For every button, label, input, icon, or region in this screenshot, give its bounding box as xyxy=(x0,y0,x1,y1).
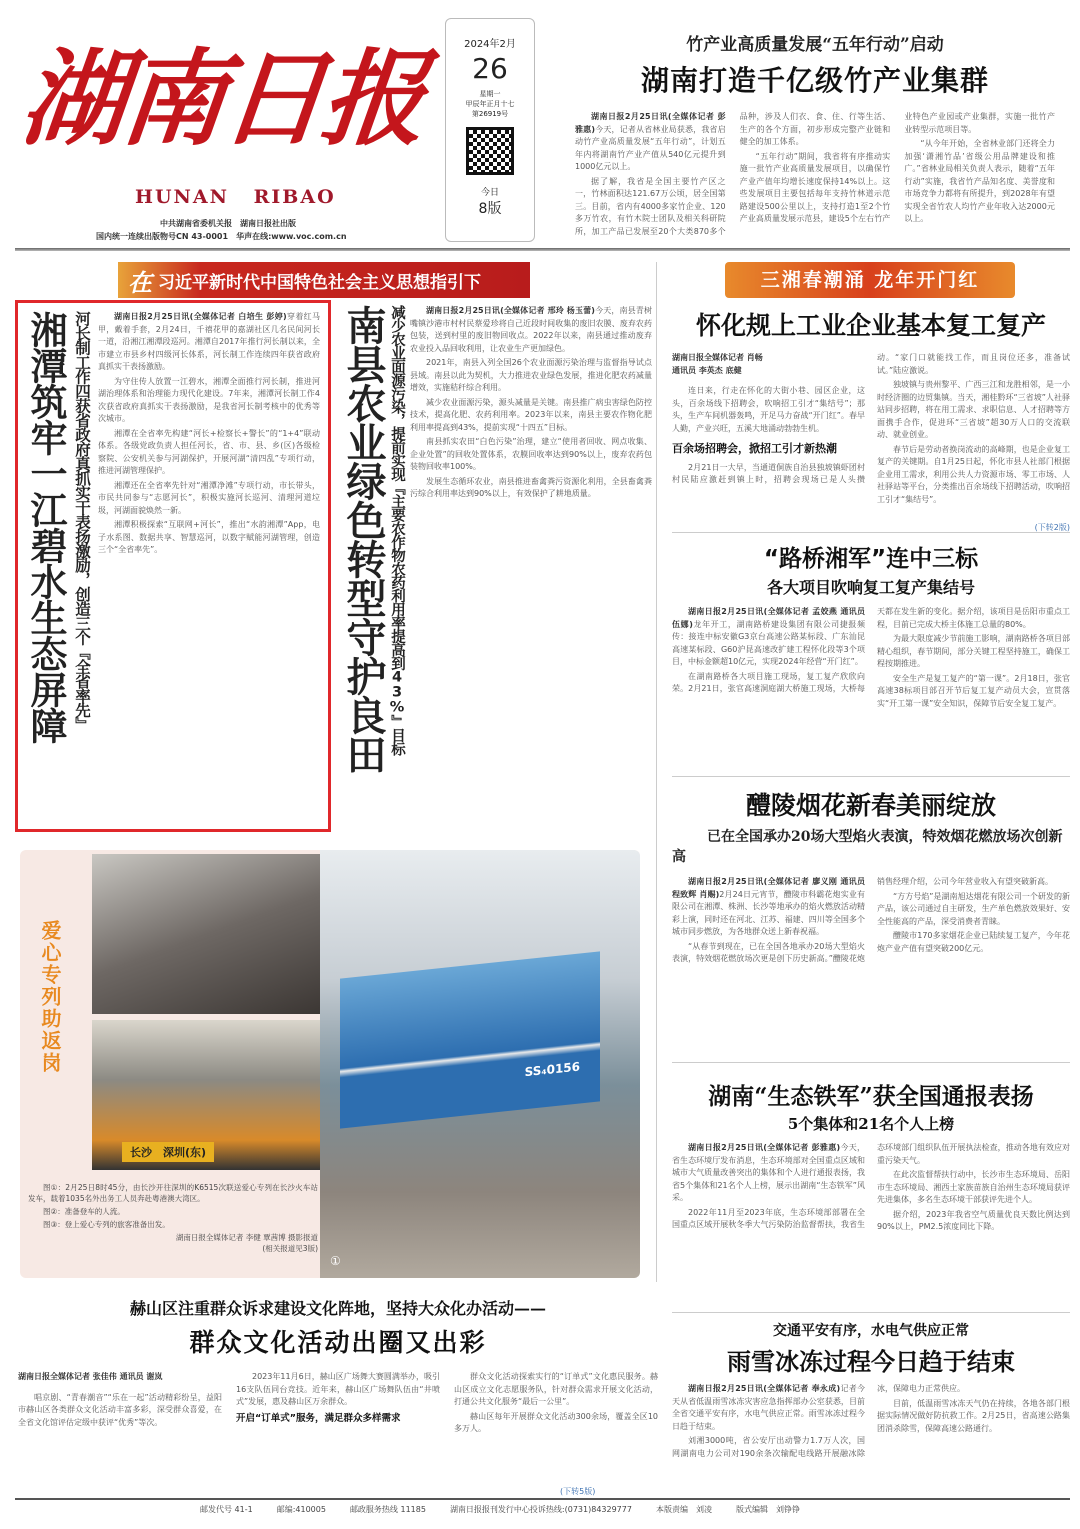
paragraph: 刘湘3000吨，省公安厅出动警力1.7万人次，国网湖南电力公司对190余条次输配电线路开展融冰除冰，保障电力正常供应。 xyxy=(672,1384,965,1458)
heshan-body xyxy=(18,1371,658,1491)
heshan-subheading: 开启“订单式”服务，满足群众多样需求 xyxy=(236,1412,401,1424)
paragraph: 减少农业面源污染，源头减量是关键。南县推广病虫害绿色防控技术，提高化肥、农药利用率。2023年以来，南县主要农作物化肥利用率提高到43%，提前实现“十四五”目标。 xyxy=(410,397,652,432)
paragraph: 群众文化活动探索实行的“订单式”文化惠民服务。赫山区成立文化志愿服务队，针对群众需求开展文化活动，打通公共文化服务“最后一公里”。 xyxy=(454,1372,658,1406)
heshan-headline: 群众文化活动出圈又出彩 xyxy=(189,1328,487,1357)
date-year-month: 2024年2月 xyxy=(464,39,516,50)
byline: 湖南日报2月25日讯(全媒体记者 廖义刚 通讯员 程致辉 肖赐) xyxy=(672,877,865,899)
nanxian-headline: 南县农业绿色转型守护良田 xyxy=(340,305,387,773)
photo-crowd xyxy=(92,854,324,1014)
caption: 图①：2月25日8时45分，由长沙开往深圳的K6515次联送爱心专列在长沙火车站发车，载着1035名外出务工人员奔赴粤港澳大湾区。 xyxy=(28,1183,318,1203)
byline: 通讯员 李英杰 底健 xyxy=(672,365,742,375)
photo-train-interior xyxy=(92,1020,324,1170)
byline: 湖南日报2月25日讯(全媒体记者 邢玲 杨玉蕾) xyxy=(426,306,595,315)
yuxue-headline: 雨雪冰冻过程今日趋于结束 xyxy=(727,1347,1015,1376)
paragraph: 湘潭积极探索“互联网+河长”，推出“水韵湘潭”App，电子水系图、数据共享、智慧巡河，以数字赋能河湖管理，创造三个“全省率先”。 xyxy=(98,520,320,554)
paragraph: 据介绍，2023年我省空气质量优良天数比例达到90%以上，PM2.5浓度同比下降。 xyxy=(877,1209,1070,1231)
date-weekday: 星期一 xyxy=(479,90,501,98)
station-sign: 长沙 深圳(东) xyxy=(122,1142,214,1162)
huaihua-body xyxy=(672,352,1070,522)
paragraph: “方方号焰”是湖南旭达烟花有限公司一个研发的新产品，该公司通过自主研发，生产单色燃放效果好、安全性能高的产品，深受消费者青睐。 xyxy=(877,891,1070,926)
liling-article xyxy=(672,786,1070,1046)
paragraph: 湘潭还在全省率先针对“湘潭净滩”专项行动，市长带头，市民共同参与“志愿河长”，积极实施河长巡河、清理河道垃圾，河湖面貌焕然一新。 xyxy=(98,480,320,515)
byline: 湖南日报2月25日讯(全媒体记者 孟姣燕 通讯员 伍娜) xyxy=(672,607,865,629)
continued-link[interactable]: (下转5版) xyxy=(560,1487,596,1496)
paragraph: 为最大限度减少节前施工影响，湖南路桥各项目部精心组织，春节期间，部分关键工程坚持施工，确保工程按期推进。 xyxy=(877,634,1070,668)
paragraph: 春节后是劳动者换岗流动的高峰期，也是企业复工复产的关键期。自1月25日起，怀化市县人社部门根据企业用工需求，利用公共人力资源市场、零工市场、人社驿站等平台，分类推出百余场线下招聘活动，吹响招工引才“集结号”。 xyxy=(877,444,1070,504)
byline: 湖南日报全媒体记者 肖畅 xyxy=(672,353,763,362)
footer-item: 邮发代号 41-1 xyxy=(200,1505,253,1514)
caption: 图③：登上爱心专列的旅客准备出发。 xyxy=(43,1220,170,1229)
paragraph: 发展生态循环农业，南县推进畜禽粪污资源化利用，全县畜禽粪污综合利用率达到90%以上，有效保护了耕地质量。 xyxy=(410,476,652,498)
photo-credit: 湖南日报全媒体记者 李健 覃茜博 摄影报道 xyxy=(175,1233,318,1242)
paragraph: 南县抓实农田“白色污染”治理，建立“使用者回收、网点收集、企业处置”的回收处置体系，农膜回收率达到90%以上，废弃农药包装物回收率100%。 xyxy=(410,437,652,471)
divider xyxy=(672,1062,1070,1063)
paragraph: 安全生产是复工复产的“第一课”。2月18日，张官高速38标项目部召开节后复工复产动员大会，宣贯落实“开工第一课”安全知识，保障节后安全复工复产。 xyxy=(877,673,1070,708)
top-story-headline: 湖南打造千亿级竹产业集群 xyxy=(640,64,989,97)
top-story xyxy=(575,30,1055,241)
footer-item: 邮编:410005 xyxy=(276,1505,326,1514)
nanxian-body xyxy=(410,305,652,825)
xiangtan-article xyxy=(15,300,331,832)
tiejun-subhead: 5个集体和21名个人上榜 xyxy=(787,1115,955,1133)
top-story-kicker: 竹产业高质量发展“五年行动”启动 xyxy=(686,35,944,55)
issue-number: 第26919号 xyxy=(471,110,509,118)
page-count: 8版 xyxy=(478,201,502,217)
divider xyxy=(672,532,1070,533)
footer-item: 本版责编 刘凌 xyxy=(655,1505,712,1514)
yuxue-article xyxy=(672,1320,1070,1495)
byline: 湖南日报全媒体记者 张佳伟 通讯员 谢岚 xyxy=(18,1372,163,1381)
luqiao-headline: “路桥湘军”连中三标 xyxy=(763,546,979,572)
huaihua-subheading: 百余场招聘会，掀招工引才新热潮 xyxy=(672,442,837,455)
paragraph: 穿着红马甲，戴着手套，2月24日，千禧花甲的嘉湖社区几名民间河长一道，沿湘江湘潭段巡河。湘潭自2017年推行河长制以来，全市建立市县乡村四级河长体系，河长制工作连续四年获省政府真抓实干表扬激励。 xyxy=(98,312,320,371)
luqiao-subhead: 各大项目吹响复工复产集结号 xyxy=(766,578,975,597)
luqiao-article xyxy=(672,540,1070,774)
paragraph: 记者今天从省低温雨雪冰冻灾害应急指挥部办公室获悉，目前全省交通平安有序，水电气供应正常。雨雪冰冻过程今日趋于结束。 xyxy=(672,1384,866,1431)
paragraph: 为守住传人放置一江碧水，湘潭全面推行河长制，推进河湖治理体系和治理能力现代化建设。7年来，湘潭河长制工作4次获省政府真抓实干表扬激励，是我省河长制考核中的优秀等次城市。 xyxy=(98,376,320,423)
top-story-body xyxy=(575,111,1055,241)
photo-locomotive xyxy=(320,850,640,1278)
yuxue-kicker: 交通平安有序，水电气供应正常 xyxy=(773,1323,969,1339)
ribbon-right: 三湘春潮涌 龙年开门红 xyxy=(725,262,1015,298)
paragraph: “从今年开始，全省林业部门还将全力加强‘潇湘竹品’省级公用品牌建设和推广。”省林业局相关负责人表示，随着“五年行动”实施，我省竹产品知名度、美誉度和市场竞争力都将有所提升，到2028年有望实现全省竹农人均竹产业年收入达2000元以上。 xyxy=(904,139,1055,223)
byline: 湖南日报2月25日讯(全媒体记者 彭雅惠) xyxy=(688,1143,841,1152)
locomotive-body xyxy=(340,951,600,1128)
paragraph: 2月24日元宵节，醴陵市科霸花炮实业有限公司在湘潭、株洲、长沙等地承办的焰火燃放活动精彩上演，同时还在河北、江苏、福建、四川等全国多个城市同步燃放，为各地群众送上新春祝福。 xyxy=(672,889,865,936)
column-rule xyxy=(656,262,657,1282)
liling-headline: 醴陵烟花新春美丽绽放 xyxy=(745,791,996,820)
paragraph: “从春节到现在，已在全国各地承办20场大型焰火表演，特效烟花燃放场次更是创下历史新高。”醴陵花炮销售经理介绍，公司今年营业收入有望突破新高。 xyxy=(672,877,1053,963)
locomotive-number: SS₄0156 xyxy=(524,1059,580,1080)
footer-rule xyxy=(15,1498,1070,1500)
qr-code[interactable] xyxy=(466,127,514,175)
ribbon-left xyxy=(118,262,530,298)
today-label: 今日 xyxy=(480,188,499,198)
huaihua-headline: 怀化规上工业企业基本复工复产 xyxy=(695,311,1046,340)
date-day: 26 xyxy=(472,52,508,85)
paragraph: 唱京剧、“青春潮音”“乐在一起”活动精彩纷呈，益阳市赫山区各类群众文化活动丰富多彩，深受群众喜爱，在全省文化馆评估定级中获评“优秀”等次。 xyxy=(18,1392,222,1427)
masthead-latin: HUNAN RIBAO xyxy=(135,186,336,208)
photo-feature-label: 爱心专列助返岗 xyxy=(38,920,62,1074)
xiangtan-subhead: 河长制工作四获省政府真抓实干表扬激励，创造三个『全省率先』 xyxy=(73,311,91,732)
ribbon-left-text: 习近平新时代中国特色社会主义思想指引下 xyxy=(158,272,481,293)
footer-item: 邮政服务热线 11185 xyxy=(349,1505,426,1514)
paragraph: 在湖南路桥各大项目施工现场，复工复产欣欣向荣。2月21日，张官高速洞庭湖大桥施工现场，大桥每天都在发生新的变化。据介绍，该项目是岳阳市重点工程，目前已完成大桥主体施工总量的80%。 xyxy=(672,607,1070,693)
paragraph: 赫山区每年开展群众文化活动300余场，覆盖全区10多万人。 xyxy=(454,1411,658,1433)
liling-body xyxy=(672,876,1070,1046)
paragraph: 2022年11月至2023年底，生态环境部部署在全国重点区域开展秋冬季大气污染防治监督帮扶，我省生态环境部门组织队伍开展执法检查，推动各地有效应对重污染天气。 xyxy=(672,1143,1070,1229)
paragraph: 今天，南县青树嘴镇沙港市村村民蔡爱珍将自己近段时间收集的废旧农膜、废弃农药包装，送到村里的废旧物回收点。2022年以来，南县通过推动废弃农业投入品回收利用，让农业生产更加绿色。 xyxy=(410,306,652,353)
byline: 湖南日报2月25日讯(全媒体记者 白培生 彭婷) xyxy=(114,312,287,321)
paragraph: 今天，记者从省林业局获悉，我省启动竹产业高质量发展“五年行动”，计划五年内将湖南竹产业产值从540亿元提升到1000亿元以上。 xyxy=(575,124,726,171)
tiejun-headline: 湖南“生态铁军”获全国通报表扬 xyxy=(708,1083,1034,1110)
nanxian-article xyxy=(342,305,652,830)
paragraph: 醴陵市170多家烟花企业已陆续复工复产，今年花炮产业产值有望突破200亿元。 xyxy=(877,931,1070,953)
paragraph: 龙年开工，湖南路桥建设集团有限公司捷报频传：接连中标安徽G3京台高速公路某标段、广东汕昆高速某标段、G60沪昆高速改扩建工程怀化段等3个项目，中标金额超10亿元，实现2024年经营“开门红”。 xyxy=(672,619,866,666)
paragraph: 独坡镇与贵州黎平、广西三江和龙胜相邻，是一小时经济圈的边贸集镇。当天，湘桂黔环“三省坡”人社驿站同步招聘，将在用工需求、求职信息、人才招聘等方面携手合作，促进环“三省坡”超30万人口的交流联动、就业创业。 xyxy=(877,380,1070,439)
date-box xyxy=(445,18,535,242)
paragraph: 在此次监督帮扶行动中，长沙市生态环境局、岳阳市生态环境局、湘西土家族苗族自治州生态环境局获评先进集体，多名生态环境干部获评先进个人。 xyxy=(877,1170,1070,1204)
yuxue-body xyxy=(672,1383,1070,1495)
paragraph: “五年行动”期间，我省将有序推动实施一批竹产业高质量发展项目，以确保竹产业产值年均增长速度保持14%以上。这些发展项目主要包括每年支持竹林道示范路建设500公里以上，支持打造1至2个竹产业高质量发展示范县，建设5个左右竹产业特色产业园或产业集群，实施一批竹产业转型示范项目等。 xyxy=(739,112,1055,223)
xiangtan-body xyxy=(98,311,320,821)
byline: 湖南日报2月25日讯(全媒体记者 奉永成) xyxy=(688,1384,841,1393)
related-link: (相关报道见3版) xyxy=(262,1244,318,1253)
paragraph: 湘潭在全省率先构建“河长+检察长+警长”的“1+4”联动体系。各级党政负责人担任河长，省、市、县、乡(区)各级检察院、公安机关参与河湖保护，开展河湖“清四乱”专项行动，推进河湖管理保护。 xyxy=(98,428,320,475)
photo-captions xyxy=(28,1182,318,1254)
paragraph: 据了解，我省是全国主要竹产区之一，竹林面积达121.67万公顷，居全国第三。目前，省内有4000多家竹企业、120多万竹农，有竹木院士团队及相关科研院所，加工产品已发展至20个大类870多个品种，涉及人们衣、食、住、行等生活、生产的各个方面，初步形成完整产业链和健全的加工体系。 xyxy=(575,112,891,236)
xiangtan-headline: 湘潭筑牢一江碧水生态屏障 xyxy=(24,311,68,743)
luqiao-body xyxy=(672,606,1070,774)
paragraph: 目前，低温雨雪冰冻天气仍在持续，各地各部门根据实际情况做好防抗救工作。2月25日，省高速公路集团消杀除雪，保障高速公路通行。 xyxy=(877,1398,1070,1433)
paragraph: 2023年11月6日，赫山区广场舞大赛圆满举办，吸引16支队伍同台竞技。近年来，赫山区广场舞队伍由“井喷式”发展，惠及赫山区万余群众。 xyxy=(236,1372,440,1406)
byline: 湖南日报2月25日讯(全媒体记者 彭雅惠) xyxy=(575,112,726,134)
photo-number: ① xyxy=(330,1254,341,1268)
date-lunar: 甲辰年正月十七 xyxy=(465,100,515,108)
masthead-sponsor: 中共湖南省委机关报 湖南日报社出版 xyxy=(160,219,296,228)
paragraph: 2021年，南县入列全国26个农业面源污染治理与监督指导试点县域。南县以此为契机，大力推进农业绿色发展，推进化肥农药减量增效，实施秸秆综合利用。 xyxy=(410,358,652,392)
huaihua-article xyxy=(672,306,1070,533)
continued-link[interactable]: (下转2版) xyxy=(1034,523,1070,532)
heshan-article xyxy=(18,1296,658,1491)
paragraph: 连日来，行走在怀化的大街小巷、园区企业，这头，百余场线下招聘会，吹响招工引才“集结号”；那头，生产车间机器轰鸣，开足马力奋战“开门红”。春早人勤，产业兴旺，五溪大地涌动勃勃生机。 xyxy=(672,386,865,433)
footer-item: 湖南日报报刊发行中心投诉热线:(0731)84329777 xyxy=(449,1505,632,1514)
liling-subhead: 已在全国承办20场大型焰火表演，特效烟花燃放场次创新高 xyxy=(672,829,1063,865)
paragraph: 今天，省生态环境厅发布消息，生态环境部对全国重点区域和城市大气质量改善突出的集体和个人进行通报表扬，我省5个集体和21名个人上榜，展示出湖南“生态铁军”风采。 xyxy=(672,1143,866,1202)
heshan-kicker: 赫山区注重群众诉求建设文化阵地，坚持大众化办活动—— xyxy=(129,1299,546,1318)
caption: 图②：准备登车的人流。 xyxy=(43,1207,125,1216)
masthead-divider xyxy=(15,248,1070,251)
masthead-logo xyxy=(15,14,442,189)
divider xyxy=(672,776,1070,777)
photo-feature xyxy=(20,850,640,1278)
ribbon-badge: 在 xyxy=(128,268,152,297)
masthead-title: 湖南日报 xyxy=(15,37,429,160)
nanxian-subhead: 减少农业面源污染，提前实现『主要农作物农药利用率提高到43%』目标 xyxy=(389,305,405,755)
tiejun-body xyxy=(672,1142,1070,1304)
footer-item: 版式编辑 刘铮铮 xyxy=(735,1505,800,1514)
paragraph: 2月21日一大早，当通道侗族自治县独坡镇虾团村村民陆应激赶到镇上时，招聘会现场已是人头攒动。“家门口就能找工作，而且岗位还多，准备试试。”陆应激说。 xyxy=(672,353,1070,484)
tiejun-article xyxy=(672,1078,1070,1304)
footer xyxy=(200,1504,800,1515)
masthead-issn: 国内统一连续出版物号CN 43-0001 华声在线:www.voc.com.cn xyxy=(96,232,347,241)
divider xyxy=(672,1312,1070,1313)
